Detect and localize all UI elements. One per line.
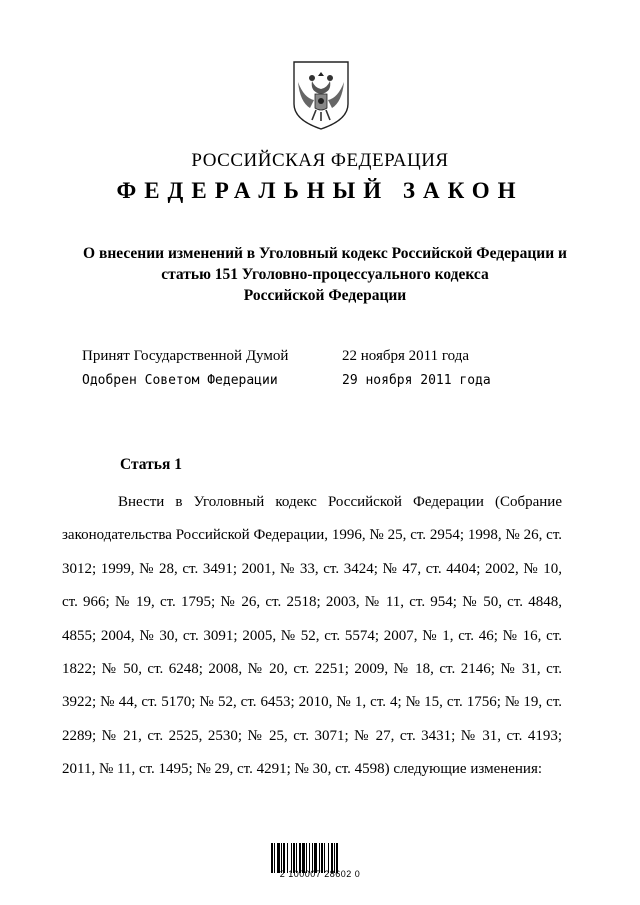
adoption-label: Принят Государственной Думой — [82, 348, 289, 364]
subject-line-3: Российской Федерации — [243, 287, 407, 304]
subject-line-2: статью 151 Уголовно-процессуального кодекса — [161, 266, 489, 283]
article-title: Статья 1 — [120, 456, 182, 473]
article-paragraph: Внести в Уголовный кодекс Российской Федерации (Собрание законодательства Российской Федерации, 1996, № 25, ст. 2954; 1998, № 26, ст. 3012; 1999, № 28, ст. 3491; 2001, № 33, ст. 3424; № 47, ст. 4404; 2002, № 10, ст. 966; № 19, ст. 1795; № 26, ст. 2518; 2003, № 11, ст. 954; № 50, ст. 4848, 4855; 2004, № 30, ст. 3091; 2005, № 52, ст. 5574; 2007, № 1, ст. 46; № 16, ст. 1822; № 50, ст. 6248; 2008, № 20, ст. 2251; 2009, № 18, ст. 2146; № 31, ст. 3922; № 44, ст. 5170; № 52, ст. 6453; 2010, № 1, ст. 4; № 15, ст. 1756; № 19, ст. 2289; № 21, ст. 2525, 2530; № 25, ст. 3071; № 27, ст. 3431; № 31, ст. 4193; 2011, № 11, ст. 1495; № 29, ст. 4291; № 30, ст. 4598) следующие изменения: — [62, 494, 562, 778]
barcode-number: 2 100007 28602 0 — [279, 869, 361, 879]
approval-date: 29 ноября 2011 года — [342, 373, 491, 388]
law-subject-title — [60, 243, 590, 306]
country-heading: РОССИЙСКАЯ ФЕДЕРАЦИЯ — [191, 150, 449, 171]
law-type-heading: ФЕДЕРАЛЬНЫЙ ЗАКОН — [116, 178, 524, 203]
approval-label: Одобрен Советом Федерации — [82, 373, 278, 388]
article-body — [62, 486, 562, 787]
coat-of-arms-icon — [290, 58, 352, 132]
subject-line-1: О внесении изменений в Уголовный кодекс Российской Федерации и — [83, 245, 567, 262]
adoption-date: 22 ноября 2011 года — [342, 348, 470, 364]
